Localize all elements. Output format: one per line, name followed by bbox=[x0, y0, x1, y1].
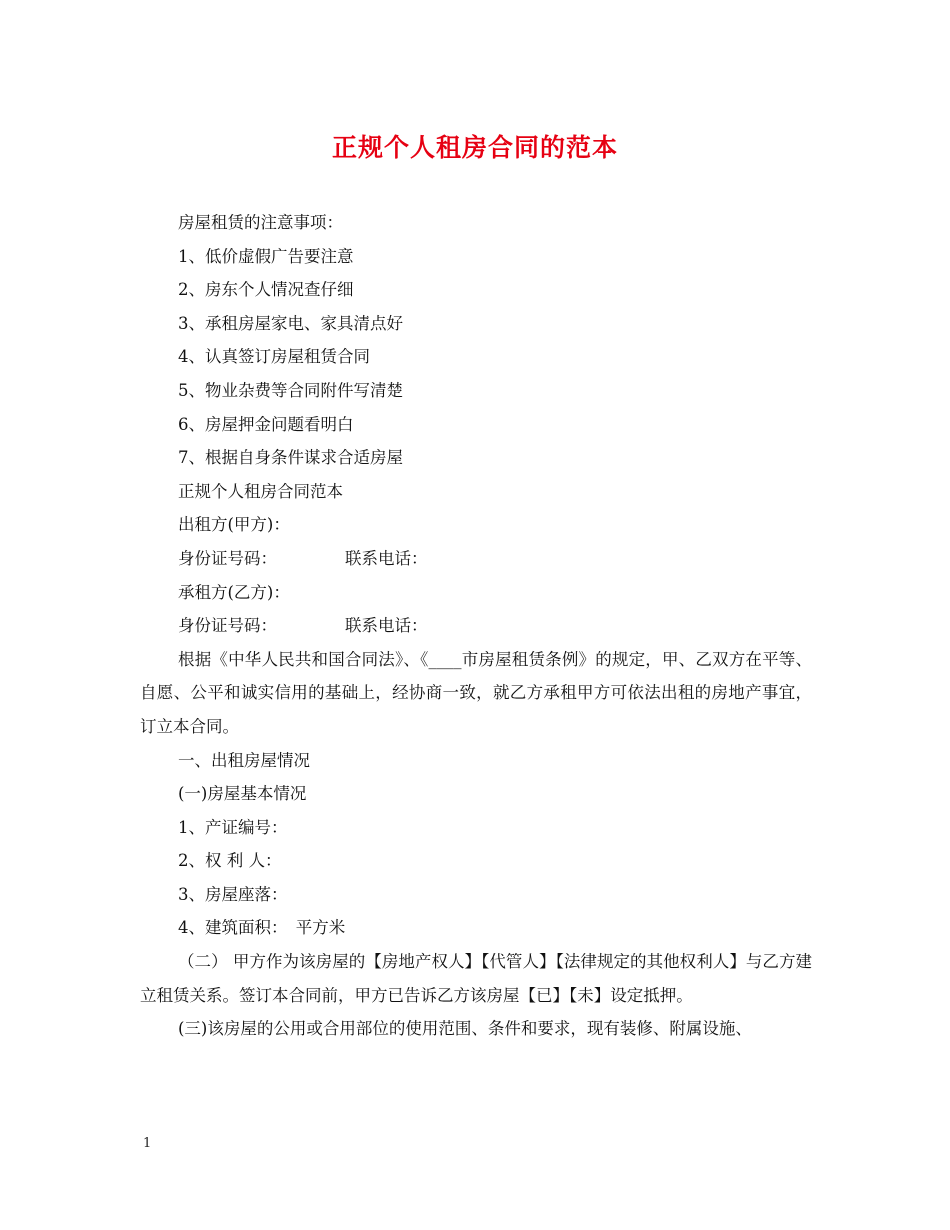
section-1-2-paragraph: （二） 甲方作为该房屋的【房地产权人】【代管人】【法律规定的其他权利人】与乙方建立租赁关系。签订本合同前，甲方已告诉乙方该房屋【已】【未】设定抵押。 bbox=[140, 952, 812, 1005]
document-body bbox=[140, 206, 812, 1046]
notice-item: 7、根据自身条件谋求合适房屋 bbox=[178, 448, 403, 468]
party-a-id-label: 身份证号码： bbox=[178, 548, 277, 568]
contract-preamble: 根据《中华人民共和国合同法》、《____市房屋租赁条例》的规定，甲、乙双方在平等、自愿、公平和诚实信用的基础上，经协商一致，就乙方承租甲方可依法出租的房地产事宜，订立本合同。 bbox=[140, 649, 812, 736]
party-a-label: 出租方(甲方)： bbox=[178, 515, 290, 535]
basic-info-item: 1、产证编号： bbox=[178, 817, 288, 837]
section-1-heading: 一、出租房屋情况 bbox=[178, 750, 310, 770]
party-b-id-label: 身份证号码： bbox=[178, 616, 277, 636]
basic-info-item: 3、房屋座落： bbox=[178, 884, 288, 904]
basic-info-item: 4、建筑面积： 平方米 bbox=[178, 918, 346, 938]
section-1-3-paragraph: (三)该房屋的公用或合用部位的使用范围、条件和要求，现有装修、附属设施、 bbox=[178, 1019, 752, 1039]
page-number: 1 bbox=[143, 1136, 152, 1151]
notice-item: 6、房屋押金问题看明白 bbox=[178, 414, 354, 434]
party-b-label: 承租方(乙方)： bbox=[178, 582, 290, 602]
notice-item: 1、低价虚假广告要注意 bbox=[178, 246, 354, 266]
notice-heading: 房屋租赁的注意事项： bbox=[178, 213, 343, 232]
notice-item: 2、房东个人情况查仔细 bbox=[178, 280, 354, 300]
contract-subtitle: 正规个人租房合同范本 bbox=[178, 481, 343, 501]
party-a-contact-row bbox=[140, 542, 812, 576]
party-b-phone-label: 联系电话： bbox=[345, 616, 428, 636]
notice-item: 3、承租房屋家电、家具清点好 bbox=[178, 313, 403, 333]
party-a-phone-label: 联系电话： bbox=[345, 548, 428, 568]
notice-item: 4、认真签订房屋租赁合同 bbox=[178, 347, 370, 367]
section-1-1-heading: (一)房屋基本情况 bbox=[178, 784, 307, 804]
party-b-contact-row bbox=[140, 609, 812, 643]
document-title: 正规个人租房合同的范本 bbox=[331, 133, 618, 162]
notice-item: 5、物业杂费等合同附件写清楚 bbox=[178, 380, 403, 400]
basic-info-item: 2、权 利 人： bbox=[178, 851, 282, 871]
